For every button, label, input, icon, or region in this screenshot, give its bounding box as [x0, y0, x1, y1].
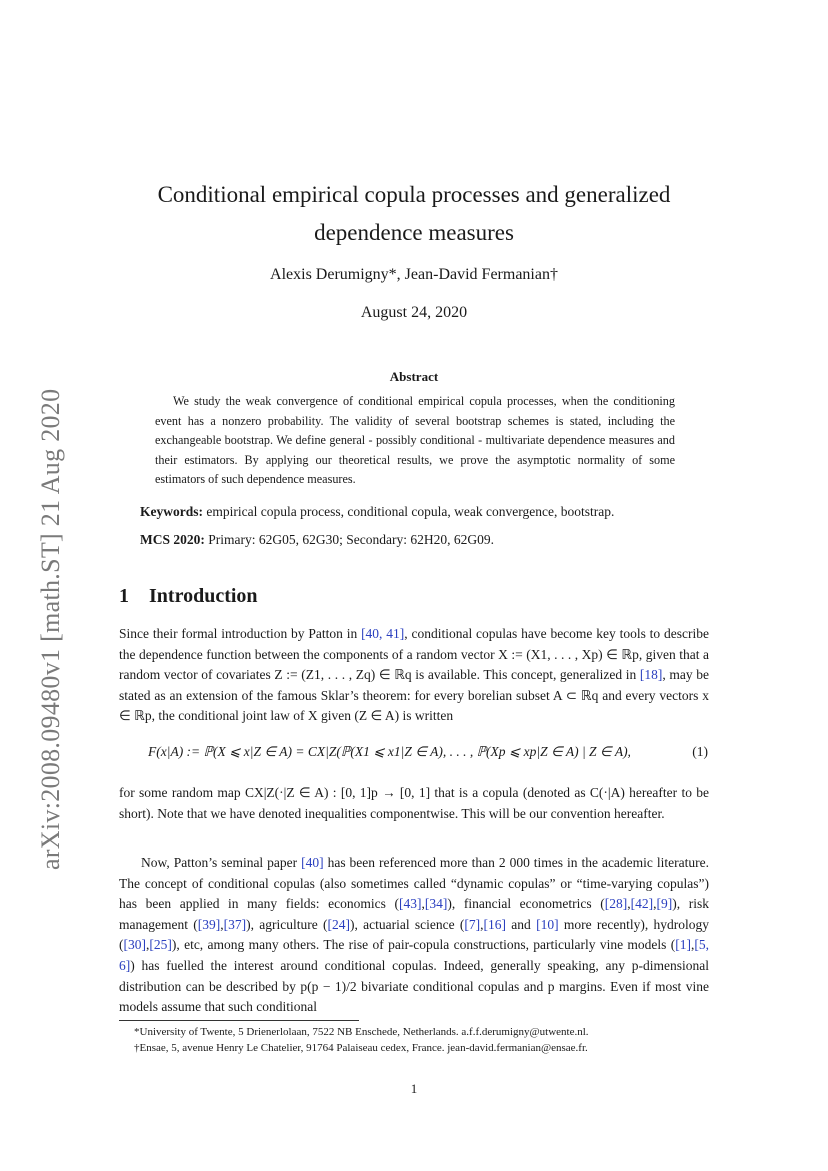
footnote-rule — [119, 1020, 359, 1021]
paper-title — [118, 176, 710, 252]
citation-link[interactable]: [40] — [301, 855, 324, 870]
keywords-label: Keywords: — [140, 504, 203, 519]
title-line-2: dependence measures — [314, 220, 514, 245]
citation-link[interactable]: [42] — [630, 896, 654, 912]
equation-text: F(x|A) := ℙ(X ⩽ x|Z ∈ A) = CX|Z(ℙ(X1 ⩽ x1|Z ∈ A), . . . , ℙ(Xp ⩽ xp|Z ∈ A) | Z ∈ A), — [148, 744, 631, 759]
section-heading — [119, 585, 258, 608]
mcs-classification — [140, 532, 700, 548]
citation-link[interactable]: [24] — [327, 916, 351, 932]
section-number: 1 — [119, 585, 129, 607]
citation-link[interactable]: [28] — [604, 896, 628, 912]
arxiv-side-identifier: arXiv:2008.09480v1 [math.ST] 21 Aug 2020 — [36, 388, 65, 870]
citation-link[interactable]: [5, 6] — [119, 937, 709, 973]
equation-1 — [148, 744, 708, 760]
title-line-1: Conditional empirical copula processes and generalized — [157, 182, 671, 207]
footnote-2: †Ensae, 5, avenue Henry Le Chatelier, 91764 Palaiseau cedex, France. jean-david.fermanian@ensae.fr. — [134, 1042, 588, 1054]
date: August 24, 2020 — [360, 304, 468, 321]
citation-link[interactable]: [18] — [639, 667, 663, 683]
keywords — [140, 504, 700, 520]
citation-link[interactable]: [25] — [149, 937, 172, 953]
mcs-text: Primary: 62G05, 62G30; Secondary: 62H20, 62G09. — [208, 532, 494, 547]
mcs-label: MCS 2020: — [140, 532, 205, 547]
citation-link[interactable]: [10] — [536, 916, 559, 932]
citation-link[interactable]: [43] — [398, 896, 422, 912]
citation-link[interactable]: [9] — [656, 896, 673, 912]
citation-link[interactable]: [16] — [483, 916, 507, 932]
citation-link[interactable]: [39] — [197, 916, 221, 932]
citation-link[interactable]: [30] — [123, 937, 146, 953]
equation-number: (1) — [692, 744, 708, 759]
citation-link[interactable]: [40, 41] — [361, 626, 405, 641]
abstract-text: We study the weak convergence of conditional empirical copula processes, when the conditioning event has a nonzero probability. The validity of several bootstrap schemes is stated, including the exchangeable bootstrap. We define general - possibly conditional - multivariate dependence measures and their estimators. By applying our theoretical results, we prove the asymptotic normality of some estimators of such dependence measures. — [155, 394, 675, 487]
abstract-heading: Abstract — [389, 369, 439, 384]
paragraph-1: Since their formal introduction by Patton in [40, 41], conditional copulas have become key tools to describe the dependence function between the components of a random vector X := (X1, . . . , Xp) ∈ ℝp, given that a random vector of covariates Z := (Z1, . . . , Zq) ∈ ℝq is available. This concept, generalized in [18], may be stated as an extension of the famous Sklar’s theorem: for every borelian subset A ⊂ ℝq and every vectors x ∈ ℝp, the conditional joint law of X given (Z ∈ A) is written — [119, 626, 709, 724]
paragraph-3: Now, Patton’s seminal paper [40] has been referenced more than 2 000 times in the academic literature. The concept of conditional copulas (also sometimes called “dynamic copulas” or “time-varying copulas”) has been applied in many fields: economics ([43],[34]), financial econometrics ([28],[42],[9]), risk management ([39],[37]), agriculture ([24]), actuarial science ([7],[16] and [10] more recently), hydrology ([30],[25]), etc, among many others. The rise of pair-copula constructions, particularly vine models ([1],[5, 6]) has fuelled the interest around conditional copulas. Indeed, generally speaking, any p-dimensional distribution can be described by p(p − 1)/2 bivariate conditional copulas and p margins. Even if most vine models assume that such conditional — [119, 855, 709, 1015]
keywords-text: empirical copula process, conditional copula, weak convergence, bootstrap. — [206, 504, 615, 519]
section-title: Introduction — [149, 585, 258, 607]
citation-link[interactable]: [34] — [424, 896, 448, 912]
citation-link[interactable]: [7] — [464, 916, 481, 932]
page-number: 1 — [410, 1081, 418, 1096]
citation-link[interactable]: [1] — [675, 937, 691, 953]
footnote-1: *University of Twente, 5 Drienerlolaan, 7522 NB Enschede, Netherlands. a.f.f.derumigny@utwente.nl. — [134, 1026, 589, 1038]
authors: Alexis Derumigny*, Jean-David Fermanian† — [270, 266, 558, 283]
paragraph-2: for some random map CX|Z(·|Z ∈ A) : [0, 1]p → [0, 1] that is a copula (denoted as C(·|A) hereafter to be short). Note that we have denoted inequalities componentwise. This will be our convention hereafter. — [119, 785, 709, 821]
citation-link[interactable]: [37] — [223, 916, 247, 932]
